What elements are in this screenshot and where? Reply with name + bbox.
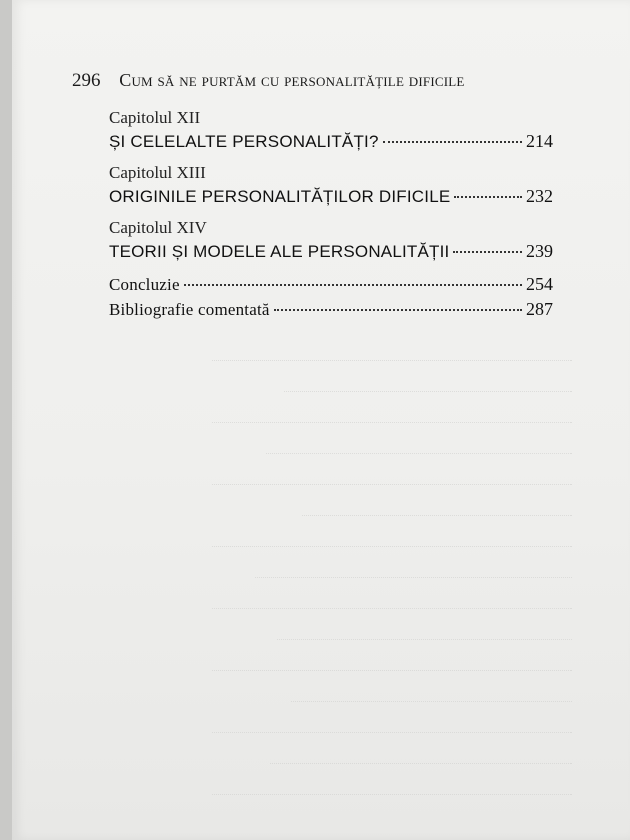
chapter-page: 232 — [526, 186, 553, 206]
chapter-page: 239 — [526, 241, 553, 261]
entry-title: Concluzie — [109, 275, 180, 294]
chapter-label: Capitolul XII — [109, 108, 201, 127]
chapter-label: Capitolul XIII — [109, 163, 206, 182]
dot-leader — [274, 309, 522, 311]
chapter-title: ORIGINILE PERSONALITĂȚILOR DIFICILE — [109, 187, 451, 206]
entry-page: 254 — [526, 274, 553, 294]
chapter-title: TEORII ȘI MODELE ALE PERSONALITĂȚII — [109, 242, 450, 261]
show-through-text — [212, 330, 572, 795]
running-head-title: Cum să ne purtăm cu personalitățile dificile — [119, 70, 465, 90]
dot-leader — [453, 251, 522, 253]
running-head — [72, 70, 552, 92]
entry-title: Bibliografie comentată — [109, 300, 270, 319]
toc-entry-chapter-12 — [109, 107, 553, 154]
toc-entry-conclusion — [109, 272, 553, 297]
toc-entry-bibliography — [109, 297, 553, 322]
dot-leader — [454, 196, 522, 198]
book-page — [12, 0, 630, 840]
page-number: 296 — [72, 70, 101, 91]
dot-leader — [184, 284, 522, 286]
entry-page: 287 — [526, 299, 553, 319]
toc-entry-chapter-13 — [109, 162, 553, 209]
chapter-page: 214 — [526, 131, 553, 151]
dot-leader — [383, 141, 522, 143]
table-of-contents — [109, 107, 553, 322]
chapter-label: Capitolul XIV — [109, 218, 207, 237]
toc-entry-chapter-14 — [109, 217, 553, 264]
chapter-title: ȘI CELELALTE PERSONALITĂȚI? — [109, 132, 379, 151]
